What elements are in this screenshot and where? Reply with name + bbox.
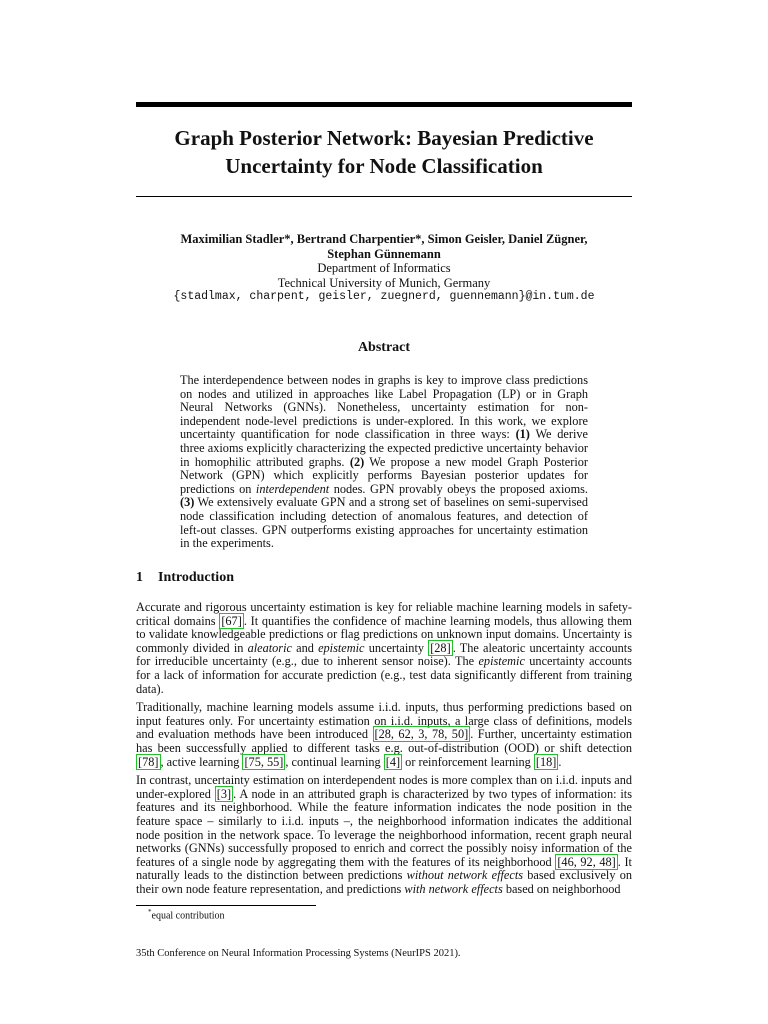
abstract-part: We extensively evaluate GPN and a strong set of baselines on semi-supervised node classification including detection of anomalous features, and detection of left-out classes. GPN outperforms existing approaches for uncertainty estimation in the experiments. (180, 495, 588, 551)
introduction-body (136, 601, 632, 901)
italic-text: epistemic (318, 640, 365, 655)
text: and (296, 640, 314, 655)
text: . Further, uncertainty estimation has been successfully applied to different tasks e.g. out-of-distribution (OOD) or shift detection (136, 727, 633, 755)
footnote-mark: * (148, 908, 152, 916)
text: Accurate and rigorous uncertainty estimation is key for reliable machine learning models in safety-critical domains (136, 600, 632, 628)
text: . It quantifies the confidence of machine learning models, thus allowing them to validate knowledgeable predictions or flag predictions on unknown input domains. Uncertainty is commonly divided in (136, 613, 632, 655)
citation-link[interactable]: [67] (221, 613, 242, 628)
text: uncertainty (368, 640, 425, 655)
footnote-rule (136, 905, 316, 906)
citation-link[interactable]: [18] (535, 754, 557, 769)
text: . A node in an attributed graph is characterized by two types of information: its features and its neighborhood. While the feature information indicates the node position in the feature space – similarly to i.i.d. inputs –, the neighborhood information indicates the additional node position in the network space. To leverage the neighborhood information, recent graph neural networks (GNNs) successfully proposed to enrich and correct the possibly noisy information of the features of a single node by aggregating them with the features of its neighborhood (136, 786, 633, 869)
abstract-text (180, 374, 588, 551)
abstract-part: nodes. GPN provably obeys the proposed axioms. (333, 481, 589, 496)
citation-link[interactable]: [75, 55] (244, 754, 284, 769)
text: . The aleatoric uncertainty accounts for irreducible uncertainty (e.g., due to inherent sensor noise). The (136, 640, 632, 669)
section-title: Introduction (158, 570, 234, 585)
abstract-marker: (1) (515, 427, 530, 442)
citation-link[interactable]: [4] (385, 754, 401, 769)
section-heading (136, 570, 234, 586)
intro-paragraph-2 (136, 701, 632, 769)
footnote-text: equal contribution (151, 910, 225, 922)
author-names-line1: Maximilian Stadler*, Bertrand Charpentier*, Simon Geisler, Daniel Zügner, (180, 232, 588, 246)
abstract-italic: interdependent (255, 481, 330, 496)
citation-link[interactable]: [28, 62, 3, 78, 50] (374, 727, 469, 742)
text: based on neighborhood (505, 881, 621, 896)
abstract-part: We propose a new model Graph Posterior Network (GPN) which explicitly performs Bayesian posterior updates for predictions on (180, 454, 588, 496)
abstract-part: The interdependence between nodes in graphs is key to improve class predictions on nodes and utilized in approaches like Label Propagation (LP) or in Graph Neural Networks (GNNs). Nonetheless, uncertainty estimation for non-independent node-level predictions is under-explored. In this work, we explore uncertainty quantification for node classification in three ways: (180, 373, 588, 442)
section-number: 1 (136, 570, 143, 585)
text: or reinforcement learning (405, 754, 531, 769)
citation-link[interactable]: [28] (430, 640, 451, 655)
italic-text: epistemic (478, 654, 525, 669)
author-names-line2: Stephan Günnemann (327, 246, 441, 261)
citation-link[interactable]: [46, 92, 48] (557, 854, 616, 869)
text: Traditionally, machine learning models assume i.i.d. inputs, thus performing predictions based on input features only. For uncertainty estimation on i.i.d. inputs, a large class of definitions, models and evaluation methods have been introduced (136, 700, 632, 742)
text: . It naturally leads to the distinction between predictions (136, 854, 632, 883)
intro-paragraph-3 (136, 774, 632, 896)
university: Technical University of Munich, Germany (277, 275, 491, 290)
text: In contrast, uncertainty estimation on interdependent nodes is more complex than on i.i.d. inputs and under-explored (136, 773, 632, 801)
abstract-marker: (2) (349, 454, 365, 469)
italic-text: aleatoric (247, 640, 292, 655)
citation-link[interactable]: [78] (138, 754, 159, 769)
title-top-rule (136, 102, 632, 107)
department: Department of Informatics (317, 261, 451, 275)
footnote (148, 908, 225, 921)
text: , continual learning (285, 754, 381, 769)
title-bottom-rule (136, 196, 632, 197)
conference-footer: 35th Conference on Neural Information Processing Systems (NeurIPS 2021). (136, 948, 461, 959)
text: . (558, 754, 562, 769)
intro-paragraph-1 (136, 601, 632, 696)
citation-link[interactable]: [3] (216, 786, 232, 801)
abstract-part: We derive three axioms explicitly characterizing the expected predictive uncertainty behavior in homophilic attributed graphs. (180, 427, 588, 469)
abstract-marker: (3) (180, 495, 195, 510)
author-emails: {stadlmax, charpent, geisler, zuegnerd, guennemann}@in.tum.de (173, 290, 595, 303)
text: based exclusively on their own node feature representation, and predictions (136, 868, 633, 896)
text: uncertainty accounts for a lack of information for accurate prediction (e.g., test data significantly different from training data). (136, 654, 632, 696)
paper-title: Graph Posterior Network: Bayesian Predictive Uncertainty for Node Classification (174, 126, 594, 178)
abstract-heading: Abstract (357, 340, 411, 355)
author-block (136, 232, 632, 305)
italic-text: without network effects (406, 868, 524, 883)
italic-text: with network effects (404, 881, 503, 896)
text: , active learning (160, 754, 240, 769)
